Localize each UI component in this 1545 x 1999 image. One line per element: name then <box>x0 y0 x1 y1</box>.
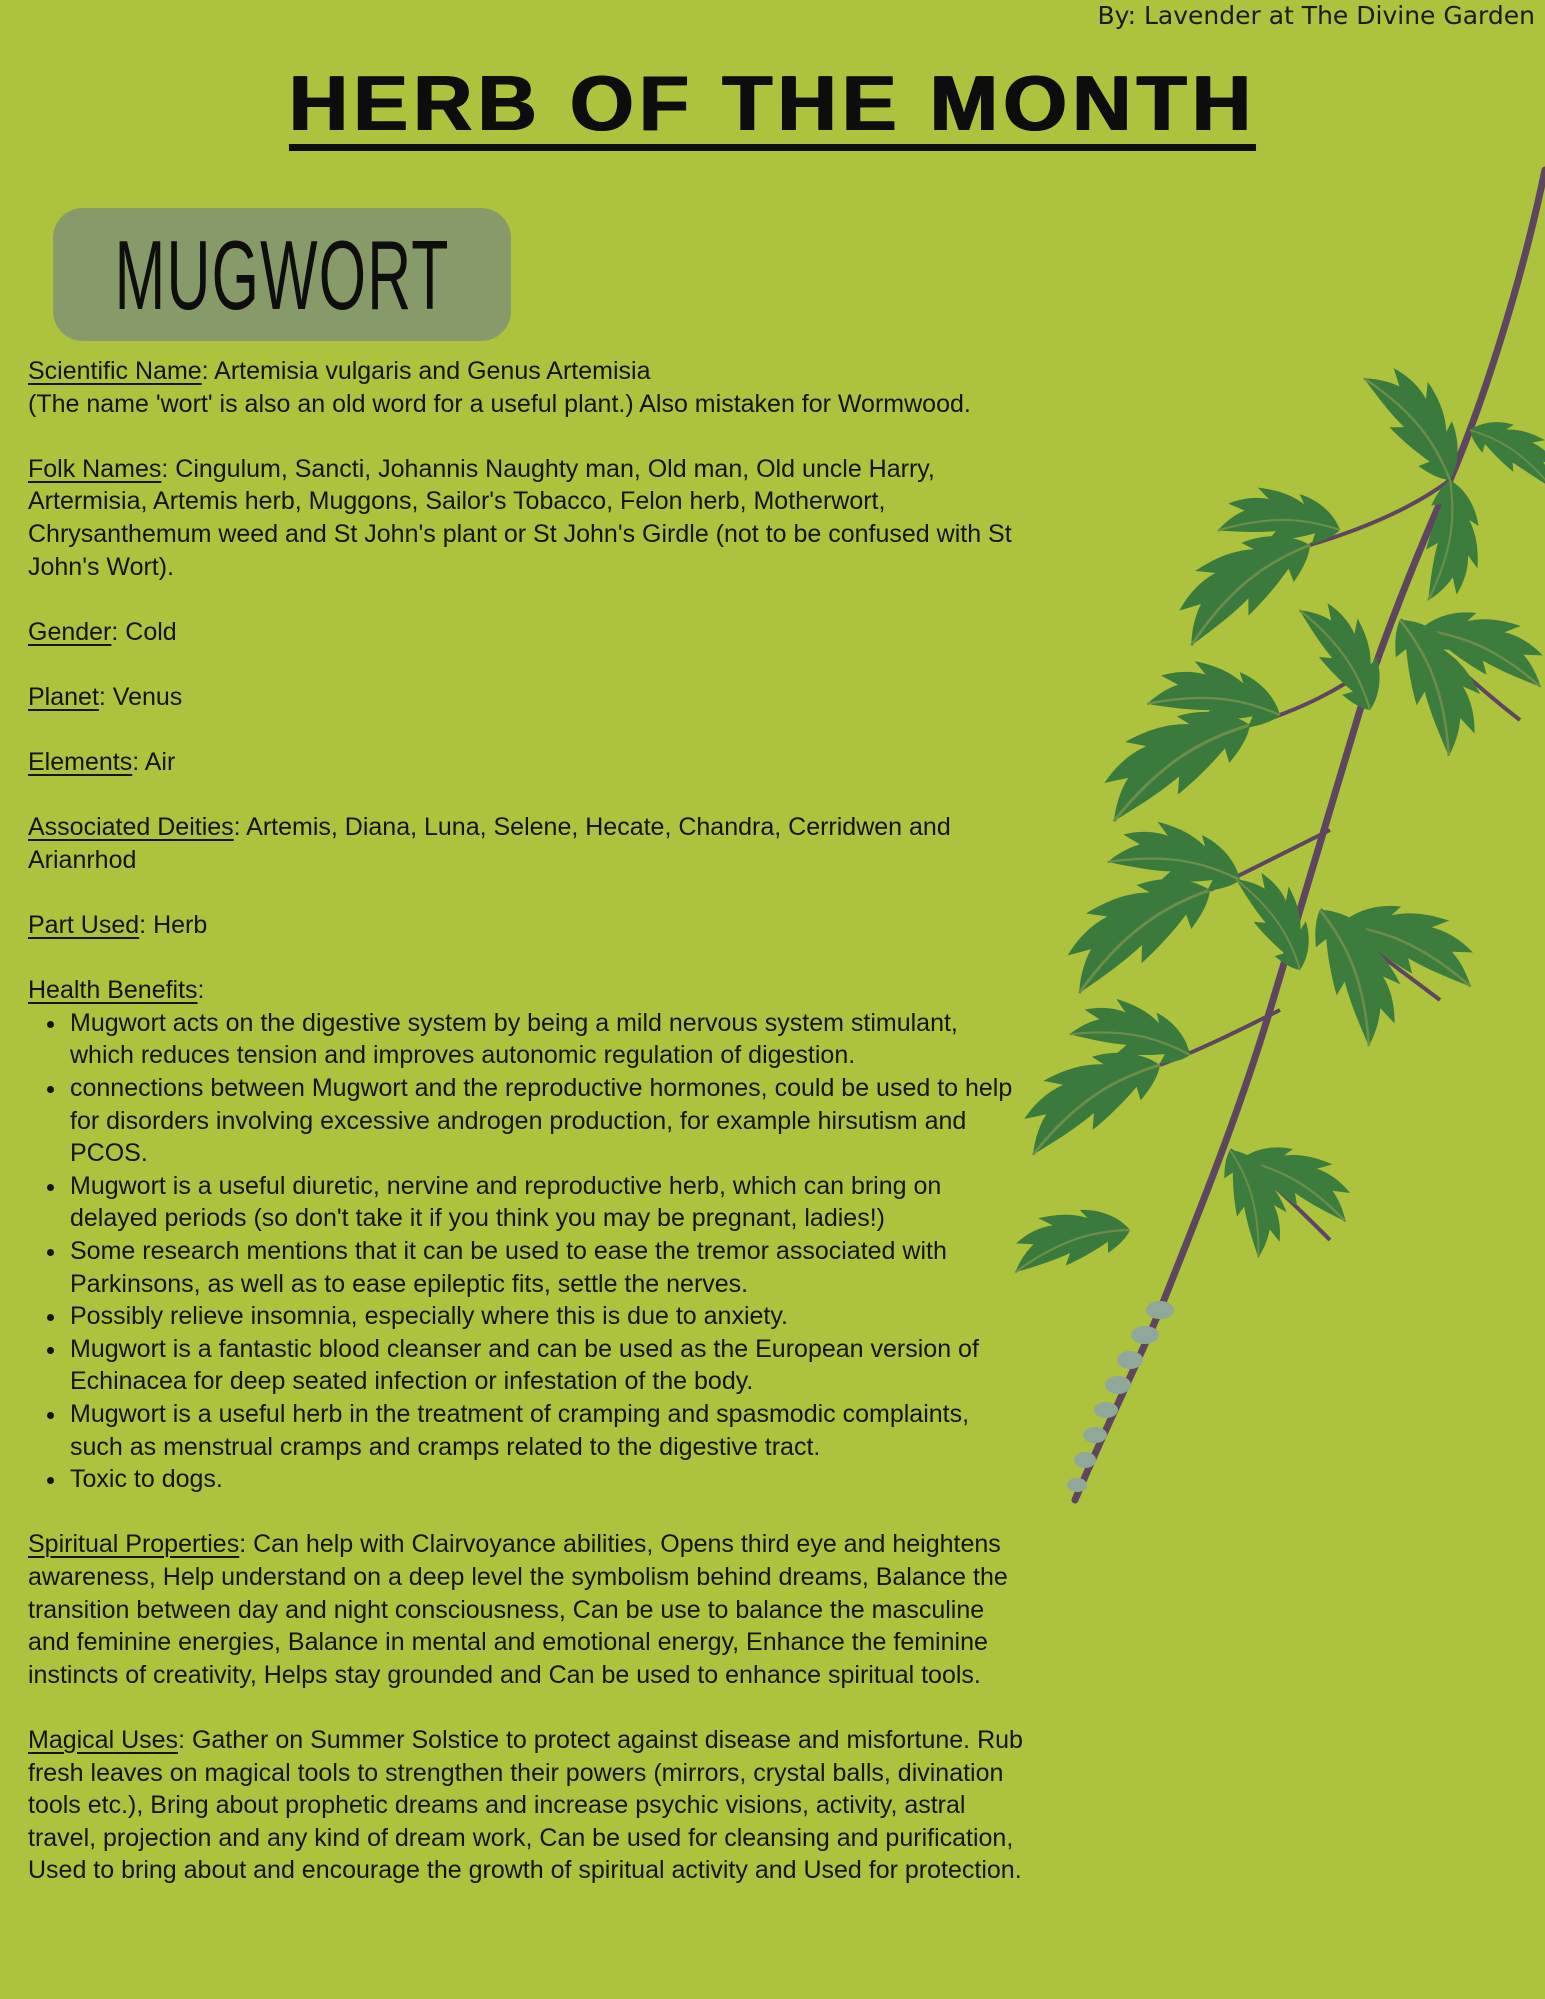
list-item: • Mugwort is a useful diuretic, nervine and reproductive herb, which can bring on delayed periods (so don't take it if you think you may be pregnant, ladies!) <box>68 1170 1028 1235</box>
spiritual-value: : Can help with Clairvoyance abilities, Opens third eye and heightens awareness, Help understand on a deep level the symbolism behind dreams, Balance the transition between day and night consciousness, Can be use to balance the masculine and feminine energies, Balance in mental and emotional energy, Enhance the feminine instincts of creativity, Helps stay grounded and Can be used to enhance spiritual tools. <box>28 1530 1008 1689</box>
herb-info <box>28 355 1028 1920</box>
gender-value: : Cold <box>111 617 177 646</box>
health-benefits-label: Health Benefits <box>28 976 198 1005</box>
part-used-section <box>28 909 1028 942</box>
scientific-name-section <box>28 355 1028 420</box>
scientific-name-value: : Artemisia vulgaris and Genus Artemisia <box>201 357 651 385</box>
deities-section <box>28 811 1028 876</box>
page-title <box>0 59 1545 151</box>
list-item: • Mugwort is a useful herb in the treatment of cramping and spasmodic complaints, such as menstrual cramps and cramps related to the digestive tract. <box>68 1398 1028 1463</box>
folk-names-section <box>28 453 1028 583</box>
list-item: • Possibly relieve insomnia, especially where this is due to anxiety. <box>68 1300 1028 1333</box>
planet-value: : Venus <box>98 682 183 711</box>
elements-label: Elements <box>28 748 133 777</box>
gender-label: Gender <box>28 617 112 646</box>
magical-value: : Gather on Summer Solstice to protect against disease and misfortune. Rub fresh leaves on magical tools to strengthen their powers (mirrors, crystal balls, divination tools etc.), Bring about prophetic dreams and increase psychic visions, activity, astral travel, projection and any kind of dream work, Can be used for cleansing and purification, Used to bring about and encourage the growth of spiritual activity and Used for protection. <box>28 1725 1023 1885</box>
byline: By: Lavender at The Divine Garden <box>1097 1 1535 30</box>
part-used-value: : Herb <box>139 911 208 940</box>
planet-label: Planet <box>28 682 99 711</box>
list-item: • Some research mentions that it can be used to ease the tremor associated with Parkinsons, as well as to ease epileptic fits, settle the nerves. <box>68 1235 1028 1300</box>
list-item: • connections between Mugwort and the reproductive hormones, could be used to help for disorders involving excessive androgen production, for example hirsutism and PCOS. <box>68 1072 1028 1170</box>
part-used-label: Part Used <box>28 911 140 940</box>
scientific-name-note: (The name 'wort' is also an old word for a useful plant.) Also mistaken for Wormwood. <box>28 389 971 418</box>
list-item: • Mugwort is a fantastic blood cleanser and can be used as the European version of Echinacea for deep seated infection or infestation of the body. <box>68 1333 1028 1398</box>
magical-section <box>28 1724 1028 1887</box>
planet-section <box>28 681 1028 714</box>
health-benefits-heading <box>28 974 1028 1007</box>
list-item: • Toxic to dogs. <box>68 1463 1028 1496</box>
gender-section <box>28 616 1028 649</box>
health-benefits-colon: : <box>197 976 205 1005</box>
herb-name-badge <box>53 208 511 341</box>
folk-names-value: : Cingulum, Sancti, Johannis Naughty man, Old man, Old uncle Harry, Artermisia, Artemis herb, Muggons, Sailor's Tobacco, Felon herb, Motherwort, Chrysanthemum weed and St John's plant or St John's Girdle (not to be confused with St John's Wort). <box>28 454 1012 581</box>
folk-names-label: Folk Names <box>28 454 162 483</box>
herb-name: MUGWORT <box>114 219 450 330</box>
scientific-name-label: Scientific Name <box>28 357 202 385</box>
mugwort-plant-illustration <box>980 150 1545 1750</box>
spiritual-section <box>28 1528 1028 1691</box>
page-title-text: HERB OF THE MONTH <box>289 62 1256 151</box>
health-benefits-list <box>28 1007 1028 1496</box>
spiritual-label: Spiritual Properties <box>28 1530 240 1559</box>
list-item: • Mugwort acts on the digestive system by being a mild nervous system stimulant, which reduces tension and improves autonomic regulation of digestion. <box>68 1007 1028 1072</box>
elements-section <box>28 746 1028 779</box>
deities-label: Associated Deities <box>28 813 234 842</box>
elements-value: : Air <box>132 748 176 777</box>
magical-label: Magical Uses <box>28 1725 179 1754</box>
deities-value: : Artemis, Diana, Luna, Selene, Hecate, Chandra, Cerridwen and Arianrhod <box>28 813 951 874</box>
